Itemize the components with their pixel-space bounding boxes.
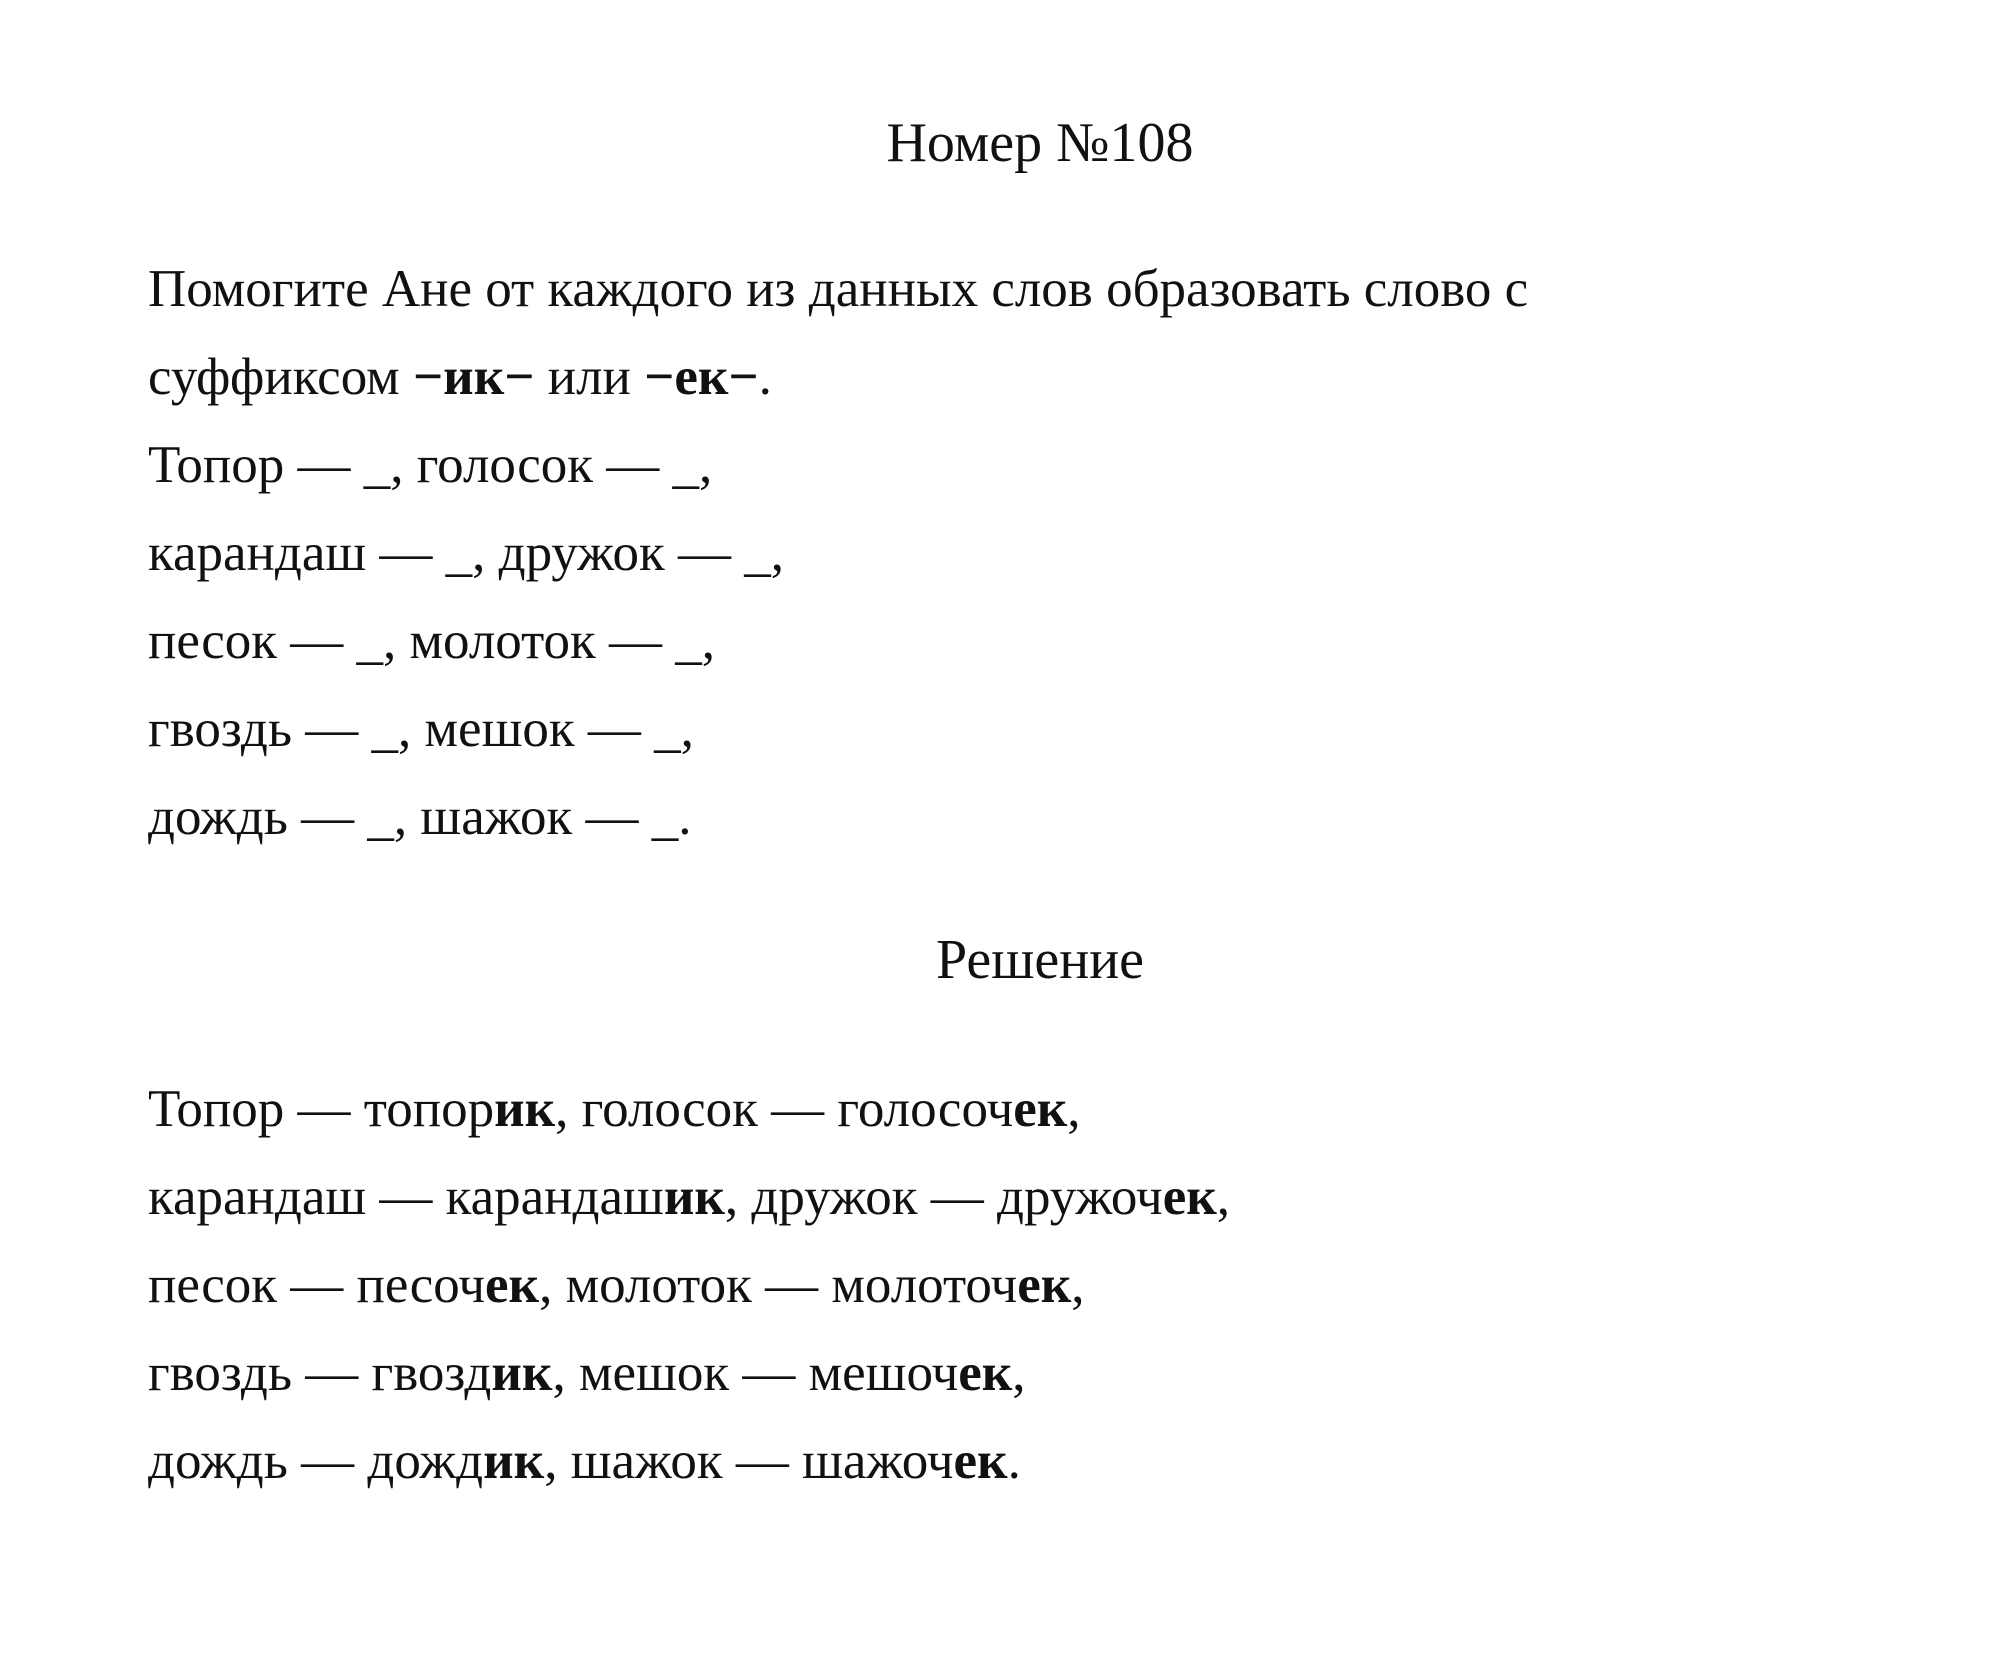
answer-suffix: ик	[483, 1432, 545, 1490]
answer-suffix: ек	[1017, 1256, 1072, 1314]
answer-text: , голосок — голосоч	[555, 1080, 1014, 1138]
answer-punct: ,	[1071, 1256, 1085, 1314]
answer-suffix: ик	[663, 1168, 725, 1226]
task-intro-line-2	[148, 333, 1948, 421]
answer-text: , мешок — мешоч	[552, 1344, 959, 1402]
answers-block	[148, 1065, 1948, 1505]
answer-text: , молоток — молоточ	[539, 1256, 1018, 1314]
answer-line	[148, 1329, 1948, 1417]
exercise-line: дождь — _, шажок — _.	[148, 788, 692, 846]
answer-text: , шажок — шажоч	[544, 1432, 954, 1490]
answer-text: , дружок — дружоч	[724, 1168, 1163, 1226]
answer-line	[148, 1417, 1948, 1505]
answer-suffix: ик	[491, 1344, 553, 1402]
answer-suffix: ек	[953, 1432, 1008, 1490]
page-title: Номер №108	[886, 112, 1194, 174]
task-intro-or: или	[534, 348, 645, 406]
answer-line	[148, 1153, 1948, 1241]
task-intro-text: Помогите Ане от каждого из данных слов образовать слово с	[148, 260, 1529, 318]
answer-line	[148, 1241, 1948, 1329]
answer-punct: ,	[1216, 1168, 1230, 1226]
task-block	[148, 245, 1948, 861]
answer-suffix: ек	[1162, 1168, 1217, 1226]
suffix-ik: −ик−	[412, 348, 535, 406]
answer-punct: .	[1007, 1432, 1021, 1490]
answer-suffix: ек	[485, 1256, 540, 1314]
exercise-line: Топор — _, голосок — _,	[148, 436, 713, 494]
answer-text: гвоздь — гвозд	[148, 1344, 492, 1402]
solution-heading: Решение	[935, 929, 1145, 991]
task-intro-prefix: суффиксом	[148, 348, 413, 406]
answer-punct: ,	[1067, 1080, 1081, 1138]
suffix-ek: −ек−	[644, 348, 759, 406]
answer-text: карандаш — карандаш	[148, 1168, 664, 1226]
task-intro-line-1	[148, 245, 1948, 333]
exercise-line: песок — _, молоток — _,	[148, 612, 716, 670]
answer-text: песок — песоч	[148, 1256, 485, 1314]
answer-suffix: ек	[958, 1344, 1013, 1402]
task-intro-end: .	[758, 348, 772, 406]
answer-suffix: ек	[1013, 1080, 1068, 1138]
answer-text: дождь — дожд	[148, 1432, 484, 1490]
exercise-line: карандаш — _, дружок — _,	[148, 524, 785, 582]
exercise-line: гвоздь — _, мешок — _,	[148, 700, 694, 758]
answer-punct: ,	[1012, 1344, 1026, 1402]
answer-line	[148, 1065, 1948, 1153]
answer-suffix: ик	[494, 1080, 556, 1138]
answer-text: Топор — топор	[148, 1080, 495, 1138]
